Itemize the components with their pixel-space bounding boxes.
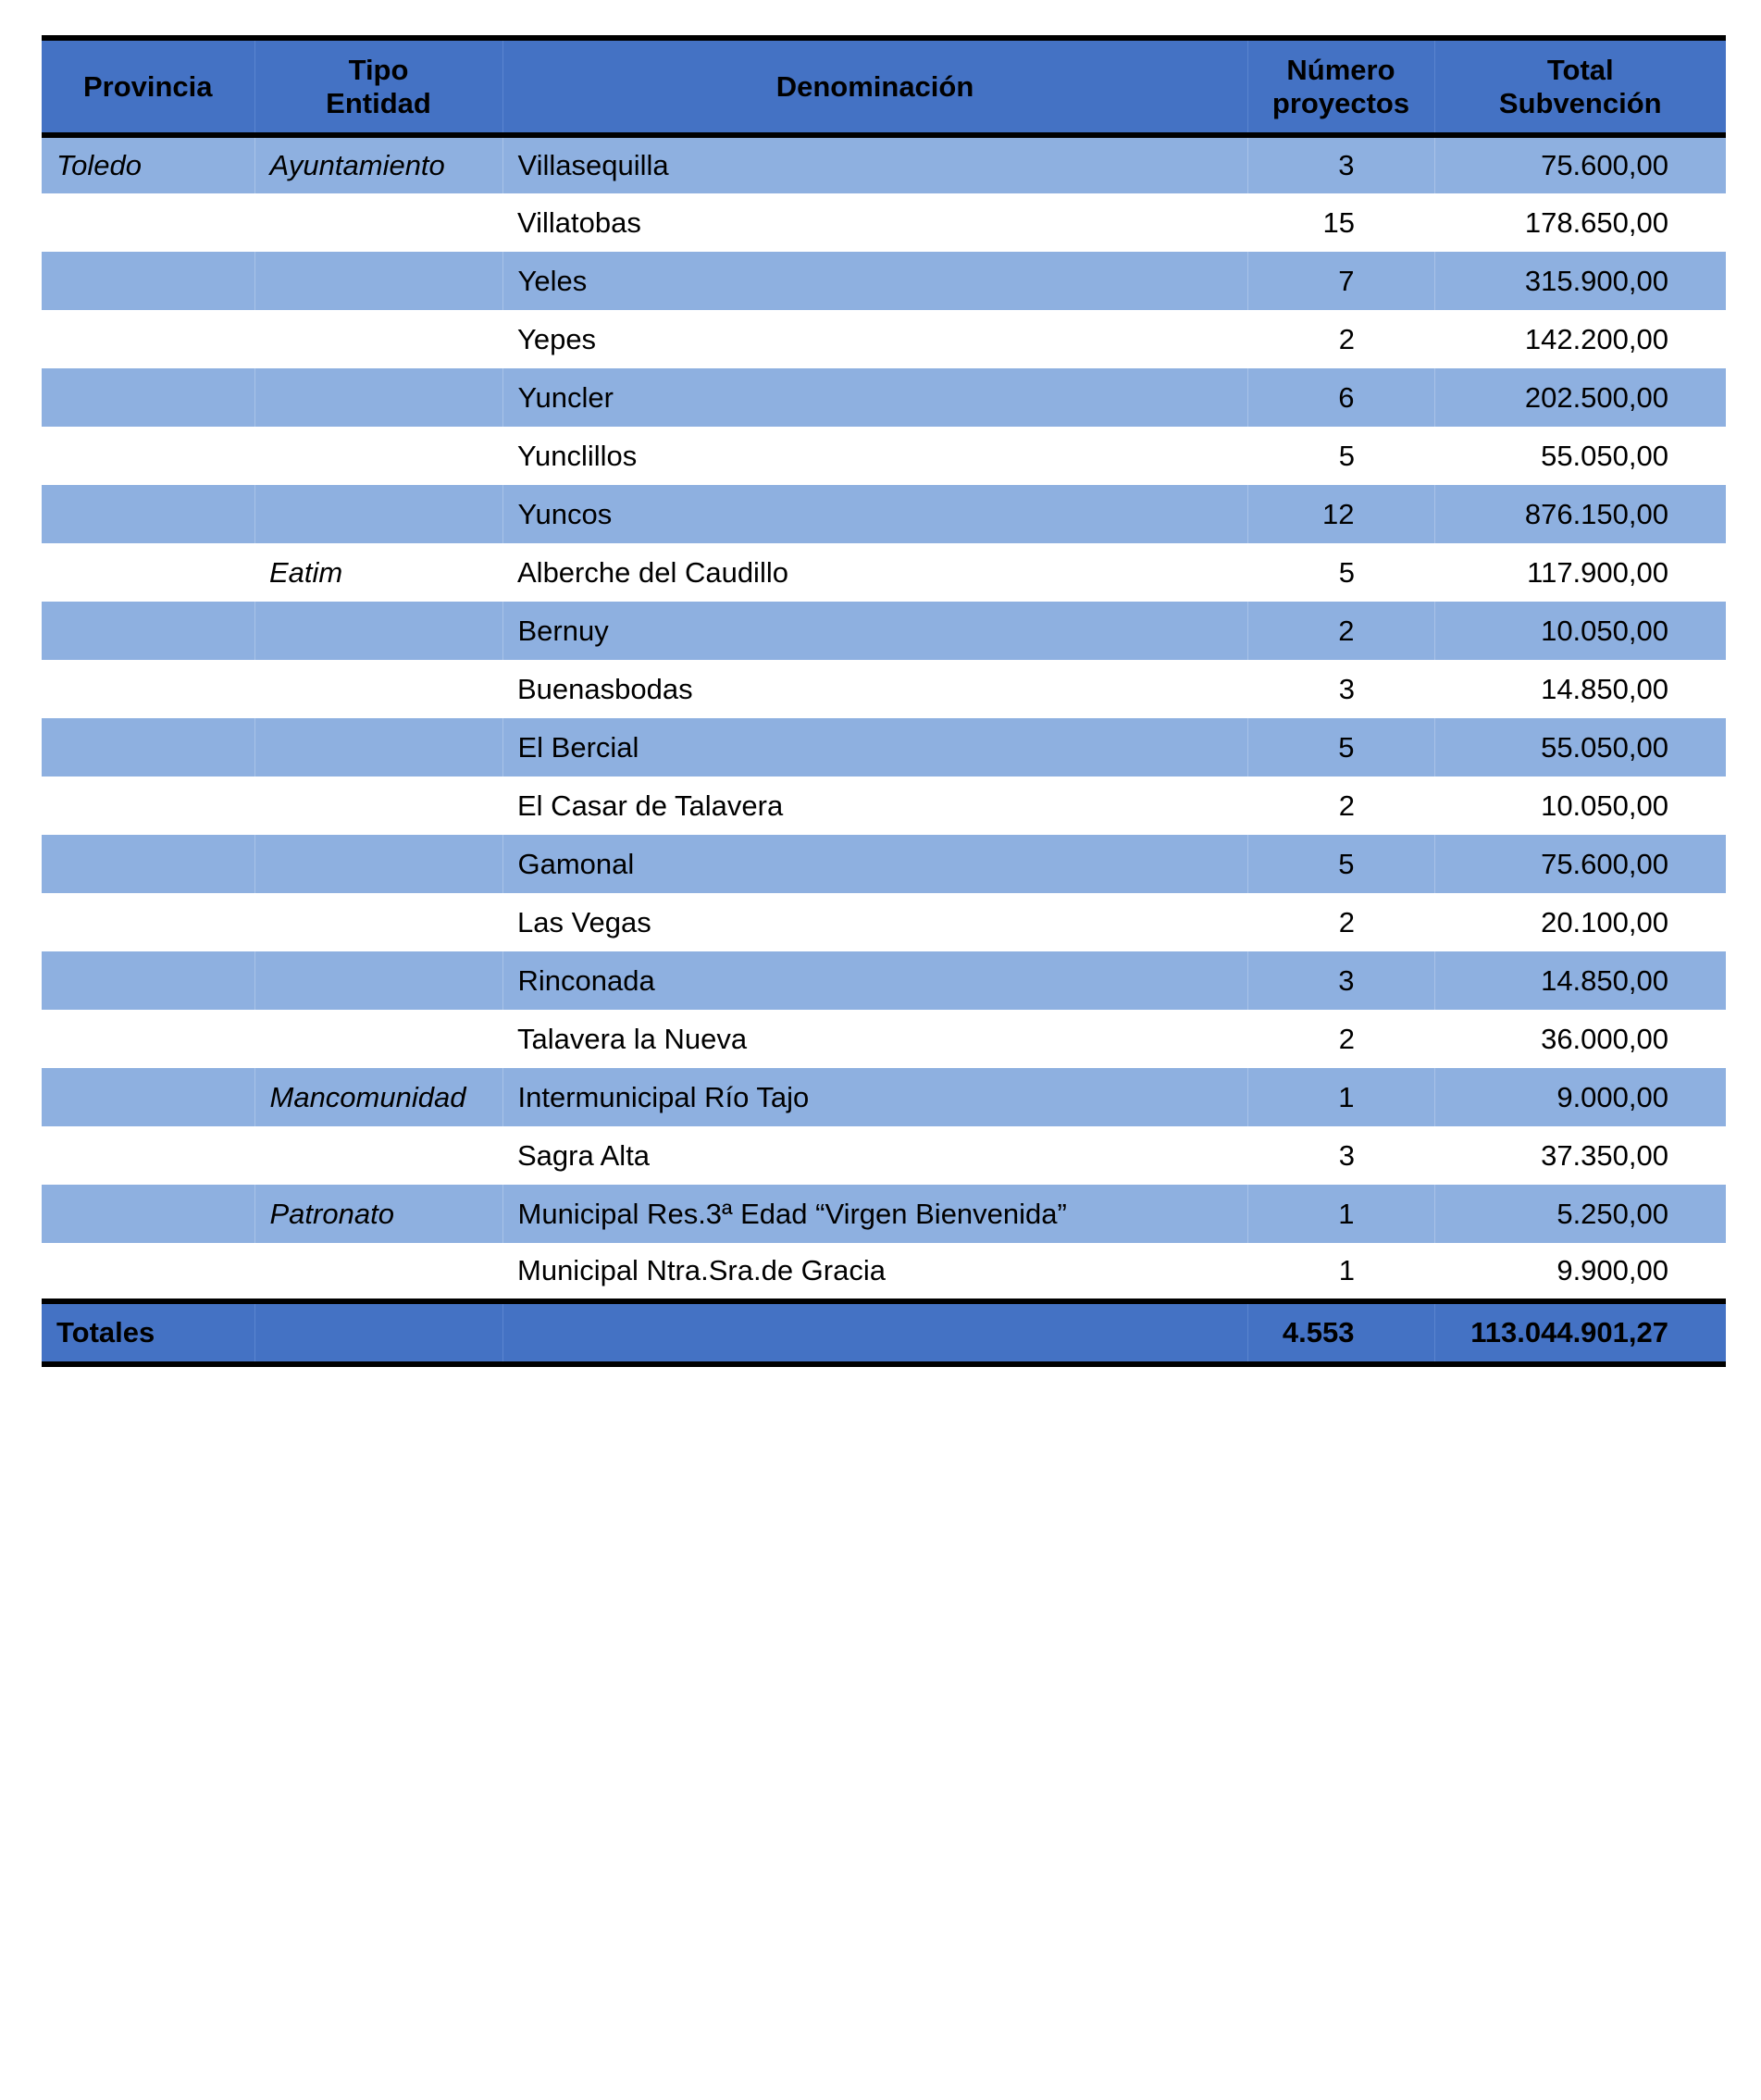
header-total-subvencion <box>1434 38 1726 135</box>
cell-total-subvencion: 9.900,00 <box>1556 1254 1668 1286</box>
cell-total-subvencion: 9.000,00 <box>1434 1068 1726 1126</box>
subsidy-table <box>42 35 1726 1367</box>
totals-empty-denominacion <box>502 1301 1247 1364</box>
table-row <box>42 310 1726 368</box>
cell-provincia <box>42 427 254 485</box>
cell-tipo-entidad <box>254 368 502 427</box>
cell-numero-proyectos: 2 <box>1338 322 1355 355</box>
cell-total-subvencion: 75.600,00 <box>1434 135 1726 193</box>
cell-total-subvencion: 10.050,00 <box>1434 602 1726 660</box>
cell-numero-proyectos: 15 <box>1322 205 1355 239</box>
cell-denominacion: Yunclillos <box>517 439 638 472</box>
cell-total-subvencion: 117.900,00 <box>1527 555 1668 589</box>
cell-total-subvencion: 14.850,00 <box>1541 672 1668 705</box>
cell-denominacion: El Casar de Talavera <box>517 789 784 822</box>
cell-total-subvencion: 55.050,00 <box>1541 439 1668 472</box>
header-numero-line1: Número <box>1286 53 1395 86</box>
header-row <box>42 38 1726 135</box>
table-footer <box>42 1301 1726 1364</box>
cell-tipo-entidad <box>254 718 502 777</box>
cell-provincia <box>42 1010 254 1068</box>
table-row <box>42 427 1726 485</box>
cell-provincia <box>42 193 254 252</box>
cell-provincia <box>42 951 254 1010</box>
cell-numero-proyectos: 5 <box>1247 835 1434 893</box>
cell-total-subvencion: 75.600,00 <box>1434 835 1726 893</box>
cell-tipo-entidad: Eatim <box>269 555 343 589</box>
cell-denominacion: Intermunicipal Río Tajo <box>502 1068 1247 1126</box>
table-row <box>42 193 1726 252</box>
header-numero-proyectos <box>1247 38 1434 135</box>
cell-numero-proyectos: 3 <box>1247 951 1434 1010</box>
cell-denominacion: Talavera la Nueva <box>517 1022 748 1055</box>
cell-total-subvencion: 37.350,00 <box>1541 1138 1668 1172</box>
header-tipo-entidad <box>254 38 502 135</box>
table-body <box>42 135 1726 1301</box>
table-row <box>42 835 1726 893</box>
table-row <box>42 543 1726 602</box>
header-denominacion <box>502 38 1247 135</box>
totals-empty-tipo <box>254 1301 502 1364</box>
cell-numero-proyectos: 2 <box>1338 905 1355 938</box>
table-row <box>42 368 1726 427</box>
header-total-line2: Subvención <box>1498 86 1662 119</box>
table-row <box>42 602 1726 660</box>
table-row <box>42 252 1726 310</box>
cell-tipo-entidad <box>254 1010 502 1068</box>
cell-tipo-entidad: Ayuntamiento <box>254 135 502 193</box>
table-row <box>42 660 1726 718</box>
cell-denominacion: Yepes <box>517 322 597 355</box>
header-total-line1: Total <box>1546 53 1614 86</box>
table-row <box>42 1185 1726 1243</box>
cell-total-subvencion: 14.850,00 <box>1434 951 1726 1010</box>
cell-provincia <box>42 368 254 427</box>
cell-numero-proyectos: 3 <box>1338 672 1355 705</box>
table-row <box>42 1068 1726 1126</box>
cell-provincia <box>42 1243 254 1301</box>
cell-provincia <box>42 893 254 951</box>
cell-provincia <box>42 602 254 660</box>
cell-numero-proyectos: 7 <box>1247 252 1434 310</box>
cell-total-subvencion: 315.900,00 <box>1434 252 1726 310</box>
table-row <box>42 1010 1726 1068</box>
table-row <box>42 485 1726 543</box>
cell-tipo-entidad <box>254 1126 502 1185</box>
cell-denominacion: Villatobas <box>517 205 641 239</box>
cell-tipo-entidad <box>254 485 502 543</box>
cell-provincia <box>42 252 254 310</box>
cell-provincia <box>42 1185 254 1243</box>
cell-tipo-entidad <box>254 835 502 893</box>
cell-numero-proyectos: 12 <box>1247 485 1434 543</box>
cell-tipo-entidad <box>254 1243 502 1301</box>
table-row <box>42 718 1726 777</box>
cell-numero-proyectos: 5 <box>1338 439 1355 472</box>
cell-denominacion: Rinconada <box>502 951 1247 1010</box>
cell-numero-proyectos: 2 <box>1338 1022 1355 1055</box>
cell-numero-proyectos: 1 <box>1247 1068 1434 1126</box>
cell-provincia <box>42 718 254 777</box>
cell-numero-proyectos: 1 <box>1247 1185 1434 1243</box>
totals-row <box>42 1301 1726 1364</box>
cell-tipo-entidad <box>254 893 502 951</box>
header-numero-line2: proyectos <box>1271 86 1410 119</box>
totals-total: 113.044.901,27 <box>1434 1301 1726 1364</box>
cell-total-subvencion: 876.150,00 <box>1434 485 1726 543</box>
header-provincia-label: Provincia <box>82 69 213 103</box>
cell-denominacion: Yeles <box>502 252 1247 310</box>
table-row <box>42 951 1726 1010</box>
cell-provincia <box>42 777 254 835</box>
cell-tipo-entidad: Mancomunidad <box>254 1068 502 1126</box>
cell-denominacion: Sagra Alta <box>517 1138 651 1172</box>
header-tipo-line2: Entidad <box>326 86 431 119</box>
cell-numero-proyectos: 3 <box>1338 1138 1355 1172</box>
cell-numero-proyectos: 1 <box>1338 1254 1355 1286</box>
cell-provincia <box>42 660 254 718</box>
cell-tipo-entidad <box>254 660 502 718</box>
cell-provincia <box>42 835 254 893</box>
cell-numero-proyectos: 6 <box>1247 368 1434 427</box>
table-row <box>42 1243 1726 1301</box>
cell-denominacion: Alberche del Caudillo <box>517 555 788 589</box>
cell-numero-proyectos: 5 <box>1247 718 1434 777</box>
cell-total-subvencion: 202.500,00 <box>1434 368 1726 427</box>
header-denominacion-label: Denominación <box>775 69 974 103</box>
cell-total-subvencion: 20.100,00 <box>1541 905 1668 938</box>
header-tipo-line1: Tipo <box>348 53 409 86</box>
cell-numero-proyectos: 5 <box>1338 555 1355 589</box>
cell-denominacion: Yuncler <box>502 368 1247 427</box>
cell-provincia <box>42 310 254 368</box>
cell-total-subvencion: 142.200,00 <box>1524 322 1668 355</box>
cell-denominacion: Las Vegas <box>517 905 651 938</box>
cell-total-subvencion: 178.650,00 <box>1524 205 1668 239</box>
cell-tipo-entidad <box>254 951 502 1010</box>
cell-denominacion: Buenasbodas <box>517 672 693 705</box>
cell-provincia <box>42 543 254 602</box>
cell-denominacion: Yuncos <box>502 485 1247 543</box>
cell-numero-proyectos: 2 <box>1338 789 1355 822</box>
cell-denominacion: Bernuy <box>502 602 1247 660</box>
cell-tipo-entidad <box>254 777 502 835</box>
table-row <box>42 777 1726 835</box>
cell-denominacion: Gamonal <box>502 835 1247 893</box>
subsidy-table-container <box>42 35 1726 1367</box>
cell-total-subvencion: 36.000,00 <box>1541 1022 1668 1055</box>
table-row <box>42 1126 1726 1185</box>
totals-label: Totales <box>42 1301 254 1364</box>
cell-tipo-entidad <box>254 310 502 368</box>
cell-total-subvencion: 10.050,00 <box>1541 789 1668 822</box>
cell-denominacion: Municipal Ntra.Sra.de Gracia <box>517 1254 886 1286</box>
cell-tipo-entidad: Patronato <box>254 1185 502 1243</box>
cell-tipo-entidad <box>254 193 502 252</box>
totals-numero: 4.553 <box>1247 1301 1434 1364</box>
cell-total-subvencion: 55.050,00 <box>1434 718 1726 777</box>
cell-denominacion: El Bercial <box>502 718 1247 777</box>
cell-denominacion: Villasequilla <box>502 135 1247 193</box>
cell-provincia <box>42 1126 254 1185</box>
cell-tipo-entidad <box>254 602 502 660</box>
table-row <box>42 135 1726 193</box>
table-header <box>42 38 1726 135</box>
cell-tipo-entidad <box>254 252 502 310</box>
cell-denominacion: Municipal Res.3ª Edad “Virgen Bienvenida” <box>502 1185 1247 1243</box>
cell-provincia <box>42 1068 254 1126</box>
header-provincia <box>42 38 254 135</box>
table-row <box>42 893 1726 951</box>
cell-provincia: Toledo <box>56 149 142 181</box>
cell-numero-proyectos: 2 <box>1247 602 1434 660</box>
cell-provincia <box>42 485 254 543</box>
cell-tipo-entidad <box>254 427 502 485</box>
cell-numero-proyectos: 3 <box>1247 135 1434 193</box>
cell-total-subvencion: 5.250,00 <box>1434 1185 1726 1243</box>
